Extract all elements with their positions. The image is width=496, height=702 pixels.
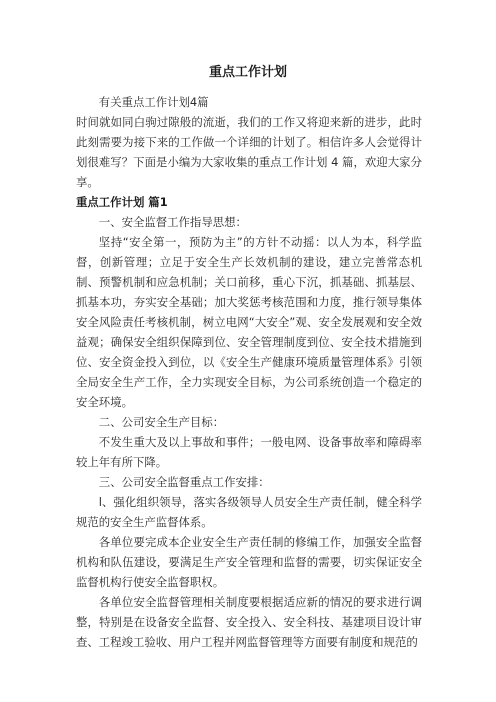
paragraph: 二、公司安全生产目标：	[98, 415, 225, 429]
paragraph: 各单位安全监督管理相关制度要根据适应新的情况的要求进行调整，特别是在设备安全监督、安全投入、安全科技、基建项目设计审查、工程竣工验收、用户工程并网监督管理等方面要有制度和规范的	[76, 595, 422, 649]
paragraph: 时间就如同白驹过隙般的流逝，我们的工作又将迎来新的进步，此时此刻需要为接下来的工作做一个详细的计划了。相信许多人会觉得计划很难写？下面是小编为大家收集的重点工作计划 4 篇，欢迎大家分享。	[76, 115, 422, 189]
paragraph: 三、公司安全监督重点工作安排：	[98, 475, 270, 489]
section-heading: 重点工作计划 篇1	[76, 195, 168, 209]
document-title: 重点工作计划	[208, 65, 287, 80]
paragraph: 一、安全监督工作指导思想：	[98, 215, 247, 229]
paragraph: 坚持“安全第一，预防为主”的方针不动摇：以人为本，科学监督，创新管理；立足于安全生产长效机制的建设，建立完善常态机制、预警机制和应急机制；关口前移，重心下沉，抓基础、抓基层、抓基本功，夯实安全基础；加大奖惩考核范围和力度，推行领导集体安全风险责任考核机制，树立电网“大安全”观、安全发展观和安全效益观；确保安全组织保障到位、安全管理制度到位、安全技术措施到位、安全资金投入到位，以《安全生产健康环境质量管理体系》引领全局安全生产工作，全力实现安全目标，为公司系统创造一个稳定的安全环境。	[76, 235, 422, 409]
paragraph: l、强化组织领导，落实各级领导人员安全生产责任制，健全科学规范的安全生产监督体系。	[76, 495, 422, 529]
paragraph: 有关重点工作计划4篇	[98, 95, 209, 109]
document-body	[76, 92, 422, 652]
paragraph: 各单位要完成本企业安全生产责任制的修编工作，加强安全监督机构和队伍建设，要满足生产安全管理和监督的需要，切实保证安全监督机构行使安全监督职权。	[76, 535, 422, 589]
paragraph: 不发生重大及以上事故和事件；一般电网、设备事故率和障碍率较上年有所下降。	[76, 435, 422, 469]
